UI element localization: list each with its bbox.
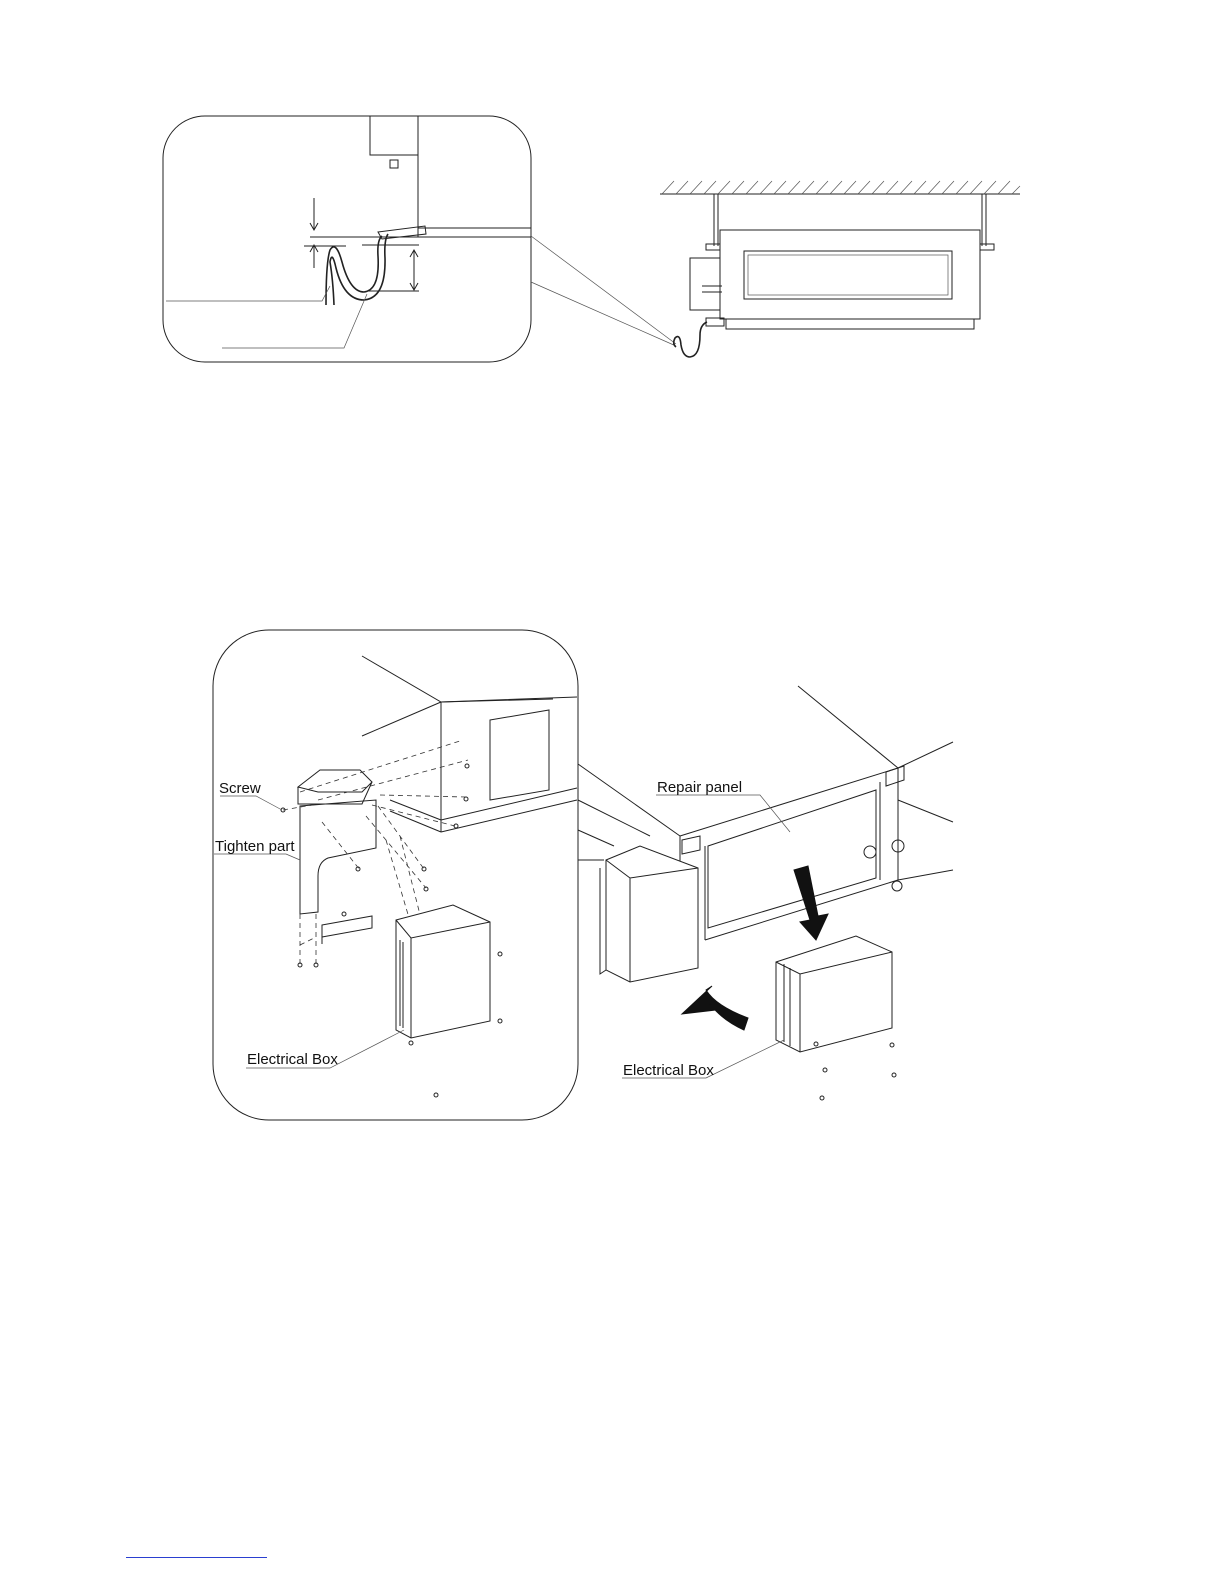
detail-trap-pipe: [326, 236, 382, 305]
dimension-large: [362, 245, 419, 291]
leader-2: [222, 294, 367, 348]
leader-screw: [220, 796, 282, 810]
label-electrical-box-main: Electrical Box: [623, 1062, 714, 1079]
drain-pipe-figure: [163, 116, 1020, 362]
indoor-unit-base: [720, 319, 980, 329]
leader-1: [166, 286, 330, 301]
repair-panel: [708, 790, 876, 928]
label-tighten-part: Tighten part: [215, 838, 295, 855]
detail-fitting: [390, 160, 398, 168]
label-repair-panel: Repair panel: [657, 779, 743, 796]
projection-lines: [531, 236, 676, 346]
removed-electrical-box: [776, 936, 892, 1052]
footer-rule: [126, 1557, 267, 1558]
indoor-unit-outlet: [744, 251, 952, 299]
drain-detail-bubble: [163, 116, 531, 362]
detail-unit-face: [441, 697, 577, 832]
curved-arrow: [682, 986, 748, 1030]
side-electrical-box: [690, 258, 720, 310]
ceiling-hatch: [662, 181, 1020, 194]
leader-repair: [656, 795, 790, 832]
electrical-box-figure: [213, 630, 953, 1120]
main-trap-pipe: [674, 322, 707, 357]
dimension-small: [304, 198, 346, 268]
tighten-part-top: [298, 770, 372, 804]
detail-unit-lower: [390, 800, 441, 832]
main-unit-side: [898, 800, 953, 880]
tighten-part-plate: [300, 800, 376, 914]
main-unit-top: [680, 686, 953, 836]
detail-unit-body: [310, 116, 531, 237]
electrical-detail-bubble: [213, 630, 578, 1120]
main-screws: [814, 1042, 896, 1100]
installed-electrical-box: [606, 846, 698, 982]
detail-unit-top: [362, 656, 553, 832]
tighten-part-bottom: [322, 916, 372, 944]
label-electrical-box-detail: Electrical Box: [247, 1051, 338, 1068]
label-screw: Screw: [219, 780, 261, 797]
